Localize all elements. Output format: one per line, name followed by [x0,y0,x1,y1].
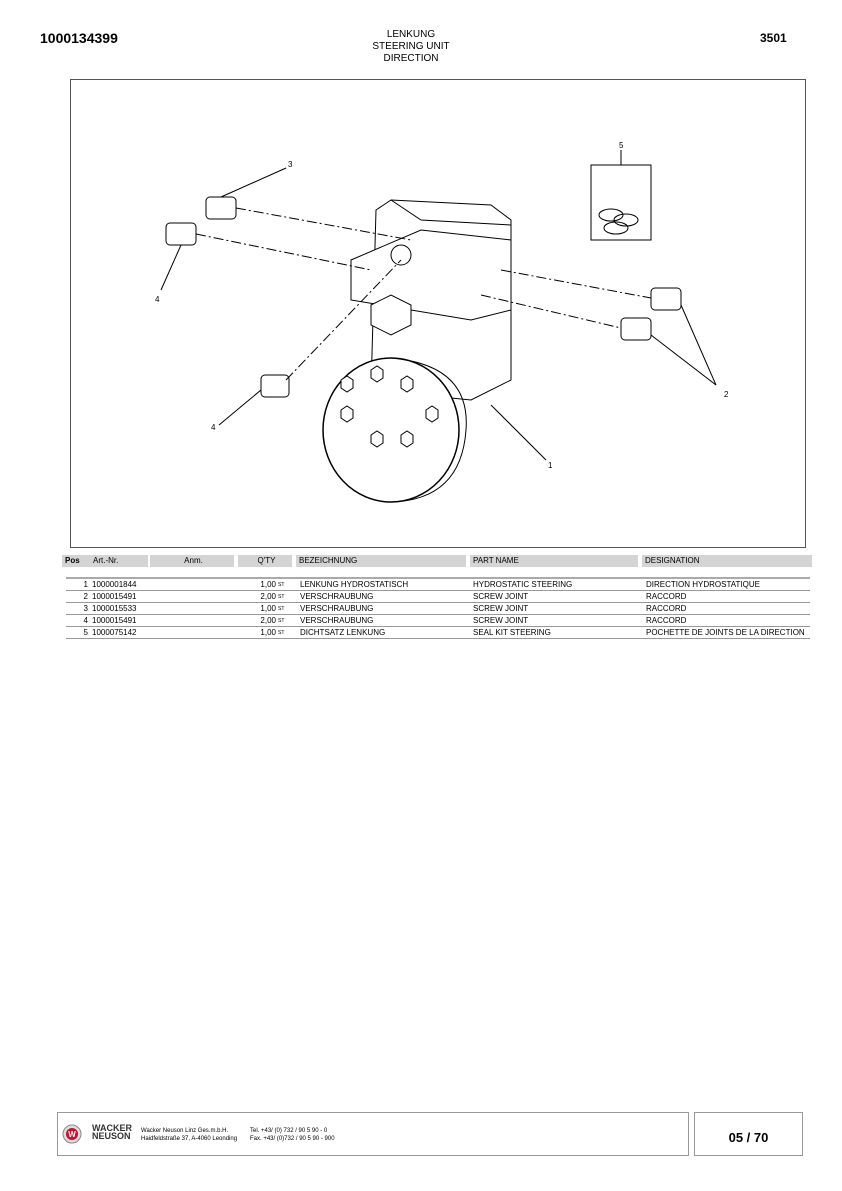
quantity: 1,00 [260,604,276,613]
quantity: 2,00 [260,616,276,625]
quantity: 1,00 [260,580,276,589]
name-fr: RACCORD [646,616,687,625]
logo-text [92,1124,132,1140]
col-pos: Pos [62,555,90,567]
table-header [62,555,812,567]
pos: 5 [83,628,88,637]
callout-3: 3 [288,160,293,169]
quantity: 1,00 [260,628,276,637]
fax: Fax. +43/ (0)732 / 90 5 90 - 900 [250,1136,335,1142]
col-art: Art.-Nr. [90,555,148,567]
contact-info [250,1127,335,1143]
table-row [66,627,810,639]
article-number: 1000015491 [92,592,137,601]
steering-unit-body [323,200,511,502]
name-en: SCREW JOINT [473,616,529,625]
name-de: VERSCHRAUBUNG [300,616,374,625]
company-info [141,1127,237,1143]
name-de: DICHTSATZ LENKUNG [300,628,386,637]
title-de: LENKUNG [386,29,436,40]
logo-line2: NEUSON [92,1131,131,1141]
table-row [66,577,810,591]
unit: ST [278,630,285,636]
unit: ST [278,594,285,600]
pos: 4 [83,616,88,625]
article-number: 1000001844 [92,580,137,589]
callout-1: 1 [548,461,553,470]
page-number: 05 / 70 [694,1112,803,1156]
article-number: 1000015533 [92,604,137,613]
name-de: VERSCHRAUBUNG [300,604,374,613]
document-number: 1000134399 [40,30,118,46]
col-de: BEZEICHNUNG [296,555,466,567]
wacker-neuson-logo-icon [62,1124,82,1144]
seal-kit-bag [591,165,651,240]
unit: ST [278,606,285,612]
name-fr: POCHETTE DE JOINTS DE LA DIRECTION [646,628,805,637]
callout-2: 2 [724,390,729,399]
quantity: 2,00 [260,592,276,601]
name-en: SCREW JOINT [473,592,529,601]
name-en: SEAL KIT STEERING [473,628,551,637]
name-de: VERSCHRAUBUNG [300,592,374,601]
name-en: HYDROSTATIC STEERING [473,580,573,589]
callout-5: 5 [619,141,624,150]
article-number: 1000075142 [92,628,137,637]
table-row [66,603,810,615]
svg-text:W: W [68,1130,76,1139]
exploded-drawing [70,79,806,548]
col-qty: Q'TY [238,555,292,567]
title-en: STEERING UNIT [372,41,450,52]
name-fr: RACCORD [646,604,687,613]
title-fr: DIRECTION [383,53,439,64]
company-name: Wacker Neuson Linz Ges.m.b.H. [141,1128,229,1134]
article-number: 1000015491 [92,616,137,625]
name-en: SCREW JOINT [473,604,529,613]
telephone: Tel. +43/ (0) 732 / 90 5 90 - 0 [250,1128,328,1134]
unit: ST [278,618,285,624]
name-fr: DIRECTION HYDROSTATIQUE [646,580,760,589]
table-row [66,615,810,627]
footer [57,1112,689,1156]
parts-table [66,577,810,639]
pos: 2 [83,592,88,601]
col-fr: DESIGNATION [642,555,812,567]
name-de: LENKUNG HYDROSTATISCH [300,580,409,589]
group-number: 3501 [760,31,787,45]
name-fr: RACCORD [646,592,687,601]
company-address: Haidfeldstraße 37, A-4060 Leonding [141,1136,238,1142]
col-anm: Anm. [150,555,234,567]
pos: 1 [83,580,88,589]
table-row [66,591,810,603]
pos: 3 [83,604,88,613]
callout-4b: 4 [211,423,216,432]
col-en: PART NAME [470,555,638,567]
callout-4: 4 [155,295,160,304]
page-title [300,29,522,65]
unit: ST [278,582,285,588]
logo-line1: WACKER [92,1123,132,1133]
